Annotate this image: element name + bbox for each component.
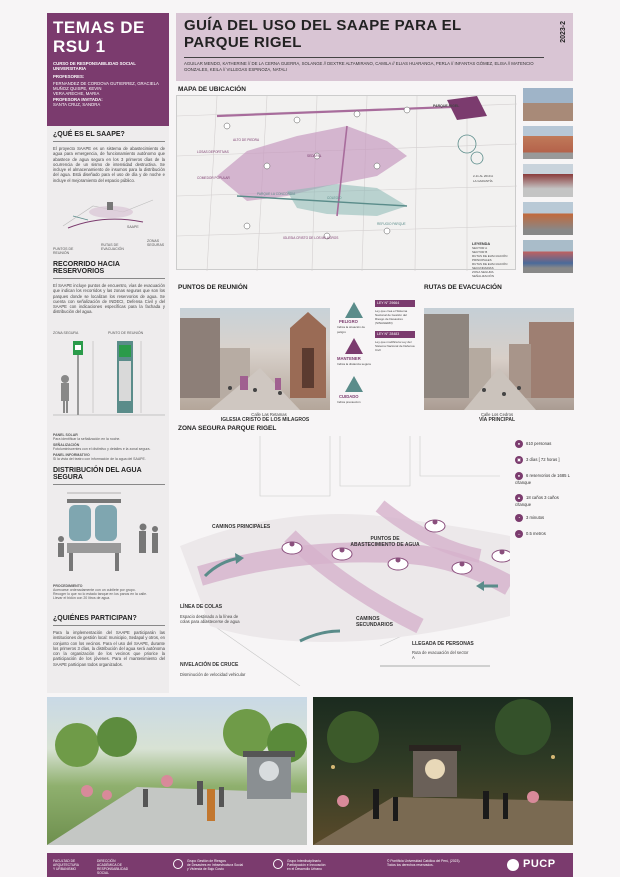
page-title: GUÍA DEL USO DEL SAAPE PARA EL PARQUE RIGEL [184, 17, 462, 51]
evac-caption: VÍA PRINCIPAL [478, 417, 516, 423]
label-zona-segura: ZONA SEGURA [53, 331, 79, 335]
signage-diagram [53, 337, 165, 427]
faucet-icon: ▲ [515, 494, 523, 502]
signage-notes [53, 433, 165, 461]
reunion-caption-top: Calle Las Retamas [251, 412, 287, 417]
map-label: REFUGIO PARQUE [377, 222, 406, 226]
night-render-graphic [313, 697, 573, 845]
legend-item: SECTOR A [472, 246, 488, 250]
note-panel-info: PANEL INFORMATIVO [53, 453, 90, 457]
safety-icons [337, 300, 371, 410]
note-panel-solar: PANEL SOLAR [53, 433, 78, 437]
legend-item: SEÑALIZACIÓN [472, 274, 495, 278]
location-map [176, 95, 516, 270]
map-label: SEDAPAL [307, 154, 322, 158]
reunion-render [180, 308, 330, 410]
map-label-rigel: PARQUE RIGEL [433, 104, 460, 108]
stat-item [515, 514, 544, 522]
plan-label-puntos: PUNTOS DE ABASTECIMIENTO DE AGUA [350, 536, 420, 548]
map-label: ALTO DE PIEDRA [233, 138, 260, 142]
guest-label: PROFESORA INVITADA: [53, 97, 103, 102]
evac-render [424, 308, 574, 410]
section-title: RECORRIDO HACIA RESERVORIOS [53, 261, 165, 279]
map-graphic [177, 96, 517, 271]
procedure-step: Recoger lo que no lo estado tanque en los panos en la calle. [53, 592, 147, 596]
note-panel-info-desc: Si la vista del teatro con información de la agua del SAAPE. [53, 457, 146, 461]
procedure-step: Acercarse ordenadamente con un cubilete por grupo. [53, 588, 136, 592]
section-distribucion [53, 467, 165, 600]
saape-diagram [53, 186, 165, 234]
year: 2023-2 [560, 21, 567, 43]
law-badge-text: Ley que crea el Sistema Nacional de Gestión del Riesgo de Desastres (SINAGERD) [375, 309, 408, 325]
reunion-caption: IGLESIA CRISTO DE LOS MILAGROS [220, 417, 310, 423]
footer-copyright: © Pontificia Universidad Católica del Perú, (2023). Todos los derechos reservados. [387, 859, 461, 867]
diagram-label-puntos: PUNTOS DE REUNIÓN [53, 247, 74, 255]
section-text: El SAAPE incluye puntos de encuentro, vías de evacuación que indican los recorridos y las zonas seguras que son los parques donde se localizan los reservorios de agua. Se cuenta con señalización de INDECI, Defensa Civil y del SAAPE con indicaciones específicas para la fachada y distribución del agua. [53, 283, 165, 315]
law-badge: LEY N° 28483 [375, 331, 415, 338]
label-punto-reunion: PUNTO DE REUNIÓN [108, 331, 144, 335]
footer-group1: Grupo Gestión de Riesgos de Desastres en Infraestructura Social y Vivienda de Bajo Costo [187, 859, 244, 871]
procedure-step: Llevar el bidón con 20 litros de agua. [53, 596, 111, 600]
topic-title: TEMAS DE RSU 1 [53, 18, 145, 56]
plan-label-cruce: NIVELACIÓN DE CRUCE [180, 662, 239, 668]
section-title: ¿QUIÉNES PARTICIPAN? [53, 615, 165, 626]
guest-name: SANTA CRUZ, SANDRA [53, 102, 101, 107]
map-note: 2-11 AL 2019 A LA GARANTÍA [473, 174, 494, 183]
law-badges [375, 300, 415, 352]
stat-text: 610 personas [526, 441, 552, 447]
plan-label-caminos: CAMINOS PRINCIPALES [212, 524, 271, 530]
note-senalizacion-desc: Fotoluminiscentes con el distintivo y detalles e la zonal segura. [53, 447, 151, 451]
clock-icon: ◔ [515, 514, 523, 522]
authors: AGUILAR MENDO, KATHERINE // DE LA CERNA GUERRA, SOLANGE // DEXTRE ALTAMIRANO, CAMILA // ELIAS HUARANGA, PERLA // INFANTAS GÓMEZ, ELISA // MATENCIO GONZALES, KEILA // VILLEGAS ESPINOZA, NATALI [184, 57, 544, 73]
stat-item [515, 494, 573, 507]
section-que-es [53, 131, 165, 255]
footer-faculty: FACULTAD DE ARQUITECTURA Y URBANISMO [53, 859, 80, 871]
group-logo-icon [273, 859, 283, 869]
icon-label: PELIGRO [339, 319, 358, 324]
plan-desc-colas: Espacio destinado a la línea de colas para abastecerse de agua [180, 614, 240, 624]
stat-item [515, 530, 546, 538]
plan-desc-llegada: Ruta de evacuación del sector A [412, 650, 469, 660]
legend-title: LEYENDA [472, 242, 491, 246]
icon-desc: Indica la situación de peligro [337, 325, 366, 334]
left-column [47, 13, 169, 693]
icon-desc: Indica la distancia segura [337, 362, 371, 366]
stat-text: 18 caños 3 caños c/tanque [515, 495, 559, 507]
section-recorrido [53, 261, 165, 461]
stat-item [515, 456, 560, 464]
calendar-icon: ▣ [515, 456, 523, 464]
legend-item: RUTAS DE EVACUACIÓN PRINCIPALES [472, 254, 508, 262]
diagram-label-zonas: ZONAS SEGURAS [147, 239, 165, 247]
map-label: LOSAS DEPORTIVAS [197, 150, 229, 154]
course-name: CURSO DE RESPONSABILIDAD SOCIAL UNIVERSITARIA [53, 61, 136, 71]
plan-label-secundarios: CAMINOS SECUNDARIOS [356, 616, 393, 628]
evac-caption-top: Calle Los Cedros [480, 412, 514, 417]
footer-group2: Grupo Interdisciplinario Participación e Innovación en el Desarrollo Urbano [287, 859, 326, 871]
plan-label-colas: LÍNEA DE COLAS [180, 604, 223, 610]
law-badge: LEY N° 29664 [375, 300, 415, 307]
tank-diagram [53, 489, 165, 577]
park-plan-graphic [180, 436, 510, 686]
thumb-photo [523, 202, 573, 235]
section-title: ¿QUÉ ES EL SAAPE? [53, 131, 165, 142]
map-label: COLEGIO [327, 196, 342, 200]
map-title: MAPA DE UBICACIÓN [178, 86, 246, 93]
stat-text: 3 días [ 72 horas ] [526, 457, 560, 463]
section-text: El proyecto SAAPE es un sistema de abastecimiento de agua para emergencia, de funcionamiento autónomo que abastece de agua segura en los 3 primeros días de la ocurrencia de un sismo de intensidad destructiva. Se incluye el almacenamiento de insumos para la distribución del agua. Está diseñado para el uso de día y de noche e incluye el mejoramiento del espacio público. [53, 146, 165, 183]
section-title: DISTRIBUCIÓN DEL AGUA SEGURA [53, 467, 165, 485]
water-drop-icon: ● [515, 472, 523, 480]
people-icon: ● [515, 440, 523, 448]
pucp-logo-icon [507, 859, 519, 871]
map-label: IGLESIA CRISTO DE LOS MILAGROS [283, 236, 339, 240]
thumb-photo [523, 240, 573, 273]
map-legend [472, 242, 516, 278]
law-badge-text: Ley que modifica la Ley del Sistema Nacional de Defensa Civil [375, 340, 415, 352]
legend-item: SECTOR B [472, 250, 488, 254]
distance-icon: ↔ [517, 531, 521, 536]
section-text: Para la implementación del SAAPE participarán las instituciones de gestión local: municipio, Sedapal y otros, en conjunto con los vecinos. Para el uso del SAAPE, durante los primeros 3 días, la distribución del agua será autónoma con la organización de los vecinos que priorice la participación de los jóvenes. Para el mantenimiento del SAAPE participan todos organizados. [53, 630, 165, 667]
stat-item [515, 472, 573, 485]
procedure-title: PROCEDIMIENTO [53, 584, 83, 588]
plan-desc-cruce: Disminución de velocidad vehicular [180, 672, 246, 677]
zona-plan [180, 436, 510, 686]
day-render-graphic [47, 697, 307, 845]
stat-text: 6 reservorios de 1685 L c/tanque [515, 473, 570, 485]
footer [47, 853, 573, 877]
zona-title: ZONA SEGURA PARQUE RIGEL [178, 425, 277, 432]
stat-text: 0.5 metros [526, 531, 546, 537]
footer-direction: DIRECCIÓN ACADÉMICA DE RESPONSABILIDAD SOCIAL [97, 859, 129, 875]
evac-title: RUTAS DE EVACUACIÓN [424, 284, 502, 291]
thumb-church [523, 126, 573, 159]
street-render [424, 308, 574, 410]
header [176, 13, 573, 81]
day-render [47, 697, 307, 845]
icon-desc: Indica precaución [337, 400, 361, 404]
professors-list: FERNANDEZ DE CORDOVA GUTIERREZ, GRACIELA MUÑOZ QUISPE, KEVIN VERA ARECHE, MARIA [53, 81, 159, 96]
night-render [313, 697, 573, 845]
title-box [47, 13, 169, 126]
note-senalizacion: SEÑALIZACIÓN [53, 443, 80, 447]
stat-text: 3 minutos [526, 515, 545, 521]
diagram-label-rutas: RUTAS DE EVACUACIÓN [101, 243, 124, 251]
legend-item: RUTAS DE EVACUACIÓN SECUNDARIAS [472, 262, 508, 270]
icon-label: MANTENER [337, 356, 361, 361]
icon-label: CUIDADO [339, 394, 359, 399]
plan-label-llegada: LLEGADA DE PERSONAS [412, 641, 474, 647]
group-logo-icon [173, 859, 183, 869]
note-panel-solar-desc: Para identificar la señalización en la noche. [53, 437, 121, 441]
map-label: PARQUE LA CONCORDIA [257, 192, 296, 196]
legend-item: ZONA SEGURA [472, 270, 494, 274]
thumb-photo [523, 164, 573, 197]
map-label: COMEDOR POPULAR [197, 176, 230, 180]
pucp-brand: PUCP [523, 858, 556, 870]
photo-thumbnails [523, 88, 573, 278]
professors-label: PROFESORES: [53, 74, 85, 79]
section-participan [53, 615, 165, 667]
stat-item [515, 440, 551, 448]
street-render [180, 308, 330, 410]
thumb-photo [523, 88, 573, 121]
reunion-title: PUNTOS DE REUNIÓN [178, 284, 248, 291]
diagram-label-saape: SAAPE [127, 225, 139, 229]
